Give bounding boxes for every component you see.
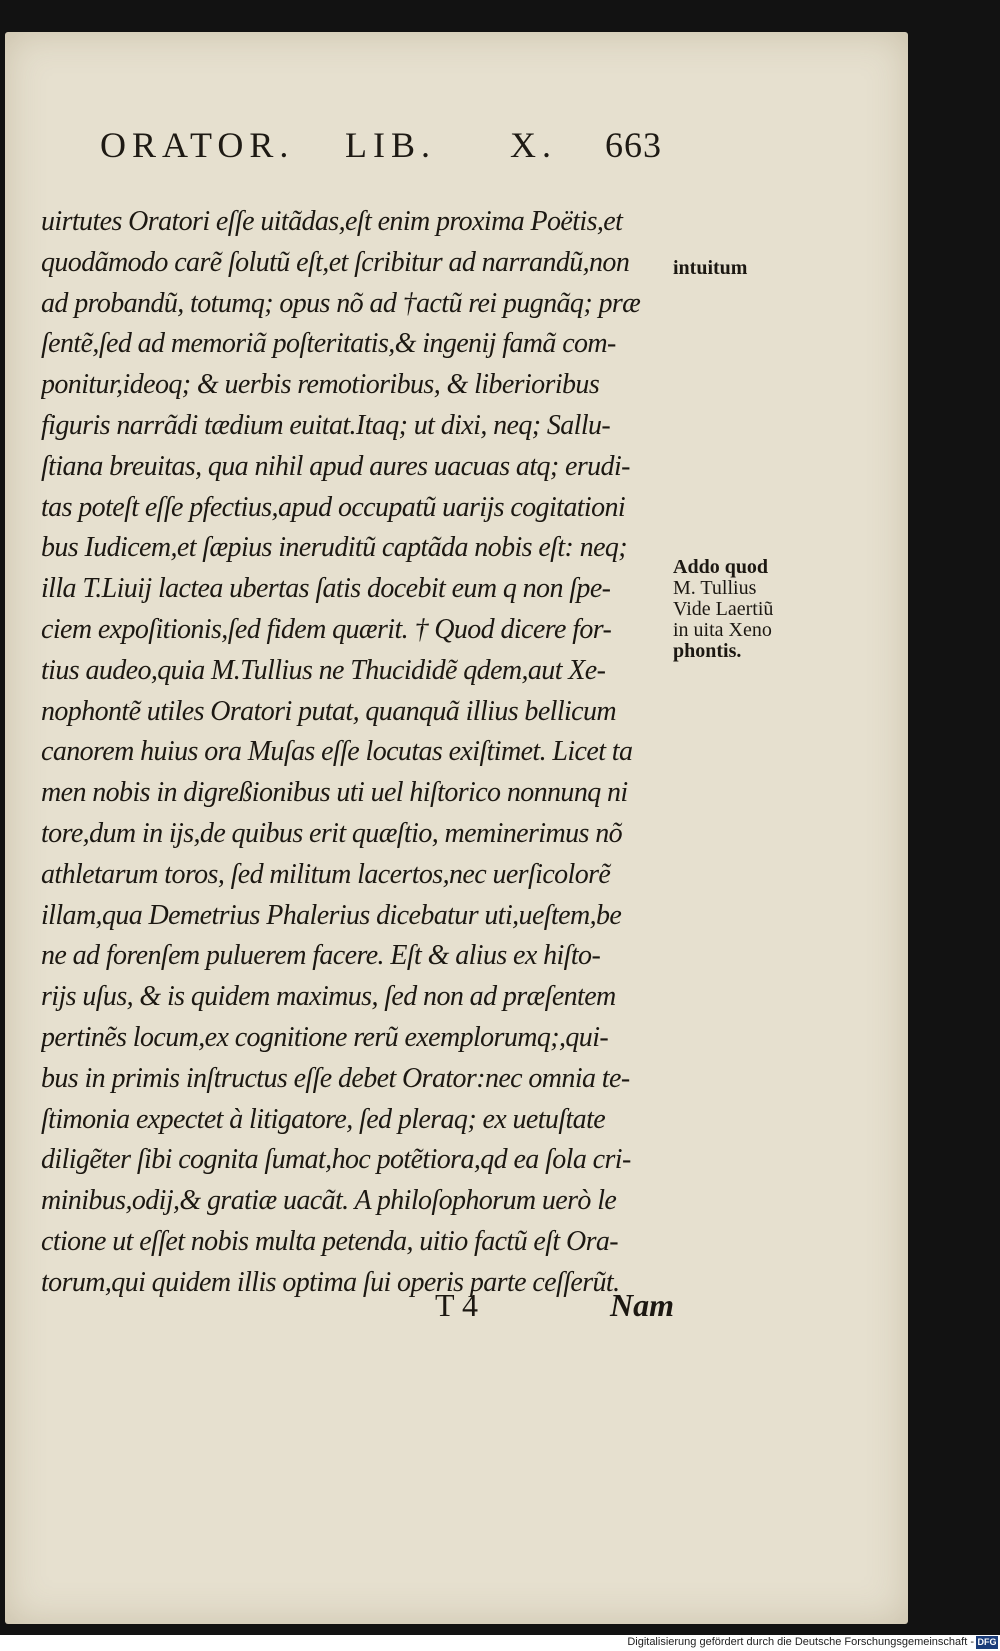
text-line: minibus,odij,& gratiæ uacãt. A philoſophorum uerò le bbox=[41, 1185, 617, 1217]
text-line: illam,qua Demetrius Phalerius dicebatur uti,ueſtem,be bbox=[41, 899, 622, 931]
text-line: nophontẽ utiles Oratori putat, quanquã illius bellicum bbox=[41, 695, 617, 727]
text-line: ponitur,ideoq; & uerbis remotioribus, & liberioribus bbox=[41, 369, 600, 401]
text-line: canorem huius ora Muſas eſſe locutas exiſtimet. Licet ta bbox=[41, 736, 633, 768]
book-page bbox=[5, 32, 908, 1624]
header-title: ORATOR. bbox=[100, 125, 295, 165]
text-line: men nobis in digreßionibus uti uel hiſtorico nonnunq ni bbox=[41, 777, 628, 809]
signature-mark: T 4 bbox=[435, 1287, 478, 1323]
header-book-number: X. bbox=[510, 125, 557, 165]
text-line: ctione ut eſſet nobis multa petenda, uitio factũ eſt Ora- bbox=[41, 1225, 619, 1257]
margin-note-line: in uita Xeno bbox=[673, 619, 772, 641]
text-line: diligẽter ſibi cognita ſumat,hoc potẽtiora,qd ea ſola cri- bbox=[41, 1144, 631, 1176]
text-line: ne ad forenſem puluerem facere. Eſt & alius ex hiſto- bbox=[41, 940, 601, 972]
text-line: quodãmodo carẽ ſolutũ eſt,et ſcribitur ad narrandũ,non bbox=[41, 246, 630, 278]
margin-note-intuitum: intuitum bbox=[673, 257, 748, 279]
margin-note-addo bbox=[673, 557, 773, 662]
text-line: uirtutes Oratori eſſe uitãdas,eſt enim proxima Poëtis,et bbox=[41, 206, 623, 237]
margin-note-line: M. Tullius bbox=[673, 577, 757, 599]
text-line: illa T.Liuij lactea ubertas ſatis docebit eum q non ſpe- bbox=[41, 573, 611, 605]
text-line: pertinẽs locum,ex cognitione rerũ exemplorumq;,qui- bbox=[41, 1021, 609, 1053]
text-line: athletarum toros, ſed militum lacertos,nec uerſicolorẽ bbox=[41, 858, 611, 890]
margin-note-line: phontis. bbox=[673, 640, 742, 662]
text-line: bus Iudicem,et ſæpius ineruditũ captãda nobis eſt: neq; bbox=[41, 532, 628, 564]
page-number: 663 bbox=[605, 125, 662, 165]
catchword: Nam bbox=[610, 1287, 674, 1323]
text-line: ad probandũ, totumq; opus nõ ad †actũ rei pugnãq; præ bbox=[41, 287, 641, 319]
text-line: ciem expoſitionis,ſed fidem quærit. † Quod dicere for- bbox=[41, 613, 612, 645]
dfg-logo: DFG bbox=[977, 1637, 997, 1647]
text-line: tius audeo,quia M.Tullius ne Thucididẽ qdem,aut Xe- bbox=[41, 654, 606, 686]
text-line: tas poteſt eſſe pfectius,apud occupatũ uarijs cogitationi bbox=[41, 491, 626, 523]
text-line: bus in primis inſtructus eſſe debet Orator:nec omnia te- bbox=[41, 1062, 630, 1094]
text-line: ſtimonia expectet à litigatore, ſed pleraq; ex uetuſtate bbox=[41, 1103, 606, 1135]
text-line: figuris narrãdi tædium euitat.Itaq; ut dixi, neq; Sallu- bbox=[41, 409, 611, 441]
credit-bar bbox=[0, 1635, 1000, 1651]
body-text bbox=[41, 202, 701, 1304]
margin-note-line: Vide Laertiũ bbox=[673, 598, 774, 620]
text-line: rijs uſus, & is quidem maximus, ſed non ad præſentem bbox=[41, 981, 616, 1013]
text-line: ſtiana breuitas, qua nihil apud aures uacuas atq; erudi- bbox=[41, 450, 630, 482]
header-book: LIB. bbox=[345, 125, 436, 165]
running-header bbox=[5, 124, 908, 184]
credit-text: Digitalisierung gefördert durch die Deutsche Forschungsgemeinschaft - bbox=[627, 1636, 974, 1648]
margin-note-line: Addo quod bbox=[673, 556, 769, 578]
text-line: tore,dum in ijs,de quibus erit quæſtio, meminerimus nõ bbox=[41, 817, 622, 849]
text-line: ſentẽ,ſed ad memoriã poſteritatis,& ingenij famã com- bbox=[41, 328, 616, 360]
text-line: torum,qui quidem illis optima ſui operis parte ceſſerũt. bbox=[41, 1266, 620, 1298]
